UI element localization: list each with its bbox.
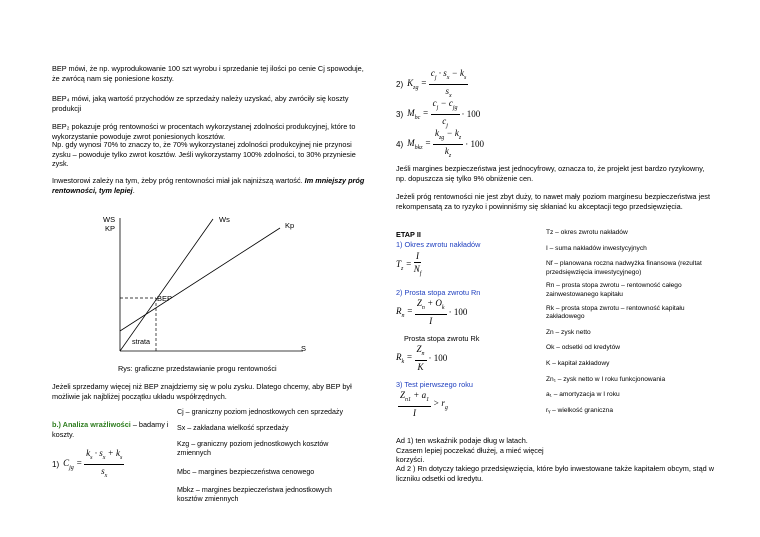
section-b-text: – badamy i koszty. (52, 420, 169, 439)
def-kzg: Kzg – graniczny poziom jednostkowych kosztów zmiennych (177, 440, 329, 457)
paragraph-margin-accept: Jeżeli próg rentowności nie jest zbyt duży, to nawet mały poziom marginesu bezpieczeństwa jest rekompensatą za to ryzyko i powinniśmy się skłaniać ku akceptacji tego przedsięwzięcia. (396, 192, 710, 211)
equation-cjg (52, 448, 126, 481)
heading-payback: 1) Okres zwrotu nakładów (396, 240, 481, 249)
eq2-label: 2) (396, 79, 404, 89)
eq3-label: 3) (396, 109, 404, 119)
eq3-multiplier: · 100 (461, 109, 481, 120)
legend-zn1: Zn₁ – zysk netto w I roku funkcjonowania (546, 375, 666, 383)
investor-end: . (132, 185, 135, 195)
eq4-label: 4) (396, 139, 404, 149)
tz-lhs: $T_z$ = (396, 258, 412, 272)
legend-rn: Rn – prosta stopa zwrotu – rentowność całego zainwestowanego kapitału (546, 282, 682, 298)
heading-rk: Prosta stopa zwrotu Rk (404, 334, 480, 343)
eq2-lhs: $K_{zg}$ = (407, 77, 427, 91)
eq1-lhs: $C_{jg}$ = (63, 457, 83, 471)
def-sx: Sx – zakładana wielkość sprzedaży (177, 424, 289, 432)
legend-rg: rᵧ – wielkość graniczna (546, 406, 613, 414)
etap-heading: ETAP II (396, 230, 421, 239)
investor-text: Inwestorowi zależy na tym, żeby próg rentowności miał jak najniższą wartość. (52, 176, 303, 185)
investor-emphasis: Im mniejszy próg rentowności, tym lepiej (52, 176, 365, 195)
first-year-rhs: > $r_g$ (433, 397, 448, 411)
rk-lhs: $R_k$ = (396, 351, 413, 365)
paragraph-bep: BEP mówi, że np. wyprodukowanie 100 szt wyrobu i sprzedanie tej ilości po cenie Cj spowoduje, że zwrócą nam się poniesione koszty. (52, 64, 364, 83)
def-cj: Cj – graniczny poziom jednostkowych cen sprzedaży (177, 408, 343, 416)
paragraph-investor (52, 176, 370, 195)
symbols-legend (546, 229, 716, 415)
def-mbc: Mbc – margines bezpieczeństwa cenowego (177, 468, 315, 476)
eq4-lhs: $M_{bkz}$ = (407, 137, 431, 151)
section-b-title: b.) Analiza wrażliwości (52, 420, 131, 429)
eq1-label: 1) (52, 459, 60, 469)
legend-rk: Rk – prosta stopa zwrotu – rentowność kapitału zakładowego (546, 304, 685, 321)
rn-multiplier: · 100 (448, 306, 468, 317)
legend-ok: Ok – odsetki od kredytów (546, 344, 621, 352)
ws-line-label: Ws (219, 215, 230, 224)
eq4-fraction: $\frac{k_{zg} - k_z}{k_z}$ (434, 128, 462, 159)
paragraph-bep2-example: Np. gdy wynosi 70% to znaczy to, że 70% wykorzystanej zdolności produkcyjnej nie przynosi zysku – powoduje tylko zwrot kosztów. Jeśli wykorzystamy 100% zdolności, to 30% przyniesie zysk. (52, 140, 356, 169)
legend-zn: Zn – zysk netto (546, 328, 591, 336)
tz-fraction: $\frac{I}{N_f}$ (413, 251, 422, 277)
formula-tz (396, 251, 423, 279)
legend-i: I – suma nakładów inwestycyjnych (546, 244, 647, 252)
equation-mbc (396, 98, 480, 131)
legend-k: K – kapitał zakładowy (546, 359, 610, 367)
eq3-fraction: $\frac{c_j - c_{jg}}{c_j}$ (432, 98, 458, 129)
eq3-lhs: $M_{bc}$ = (407, 107, 429, 121)
paragraph-bep4: BEP₄ mówi, jaką wartość przychodów ze sprzedaży należy uzyskać, aby zwróciły się koszty produkcji (52, 94, 349, 113)
formula-first-year (396, 390, 448, 418)
rn-fraction: $\frac{Z_n + O_k}{I}$ (416, 298, 445, 326)
eq2-fraction: $\frac{c_j \cdot s_x - k_s}{s_x}$ (430, 68, 467, 99)
paragraph-ad2: Ad 2 ) Rn dotyczy takiego przedsięwzięcia, które było inwestowane także kapitałem obcym, stąd w liczniku odsetki od kredytu. (396, 464, 714, 483)
kp-line (120, 228, 280, 331)
legend-a1: a₁ – amortyzacja w I roku (546, 391, 620, 399)
break-even-chart (95, 208, 335, 358)
ws-line (120, 219, 213, 351)
equation-mbkz (396, 128, 484, 161)
def-mbkz: Mbkz – margines bezpieczeństwa jednostkowych kosztów zmiennych (177, 486, 332, 503)
kp-line-label: Kp (285, 221, 295, 230)
eq4-multiplier: · 100 (465, 139, 484, 150)
y-label-kp: KP (105, 224, 116, 233)
paragraph-margin-risk: Jeśli margines bezpieczeństwa jest jednocyfrowy, oznacza to, że projekt jest bardzo ryzykowny, np. dopuszcza się tylko 9% obniżenie cen. (396, 164, 705, 183)
chart-caption: Rys: graficzne przedstawianie progu rentowności (118, 364, 277, 373)
rk-multiplier: · 100 (428, 352, 448, 363)
heading-rn: 2) Prosta stopa zwrotu Rn (396, 288, 481, 297)
legend-tz: Tz – okres zwrotu nakładów (546, 229, 628, 236)
formula-rn (396, 298, 467, 326)
definitions-list (177, 408, 357, 504)
eq1-fraction: $\frac{k_s \cdot s_x + k_s}{s_x}$ (86, 448, 123, 479)
section-b (52, 420, 178, 439)
rn-lhs: $R_n$ = (396, 305, 413, 319)
first-year-fraction: $\frac{Z_{n1} + a_1}{I}$ (400, 390, 430, 418)
paragraph-bep2: BEP₂ pokazuje próg rentowności w procentach wykorzystanej zdolności produkcyjnej, które to wykorzystanie powoduje zwrot poniesionych kosztów. (52, 122, 356, 141)
equation-kzg (396, 68, 470, 101)
x-label-s: S (301, 344, 307, 353)
formula-rk (396, 344, 447, 372)
strata-label: strata (132, 337, 150, 346)
rk-fraction: $\frac{Z_n}{K}$ (416, 344, 425, 372)
heading-first-year: 3) Test pierwszego roku (396, 380, 473, 389)
paragraph-ad1: Ad 1) ten wskaźnik podaje dług w latach. Czasem lepiej poczekać dłużej, a mieć więcej korzyści. (396, 436, 544, 465)
bep-label: BEP (157, 294, 173, 303)
y-label-ws: WS (103, 215, 116, 224)
paragraph-profit: Jeżeli sprzedamy więcej niż BEP znajdziemy się w polu zysku. Dlatego chcemy, aby BEP był możliwie jak najbliżej początku układu współrzędnych. (52, 382, 352, 401)
legend-nf: Nf – planowana roczna nadwyżka finansowa (rezultat przedsięwzięcia inwestycyjnego) (546, 260, 702, 276)
